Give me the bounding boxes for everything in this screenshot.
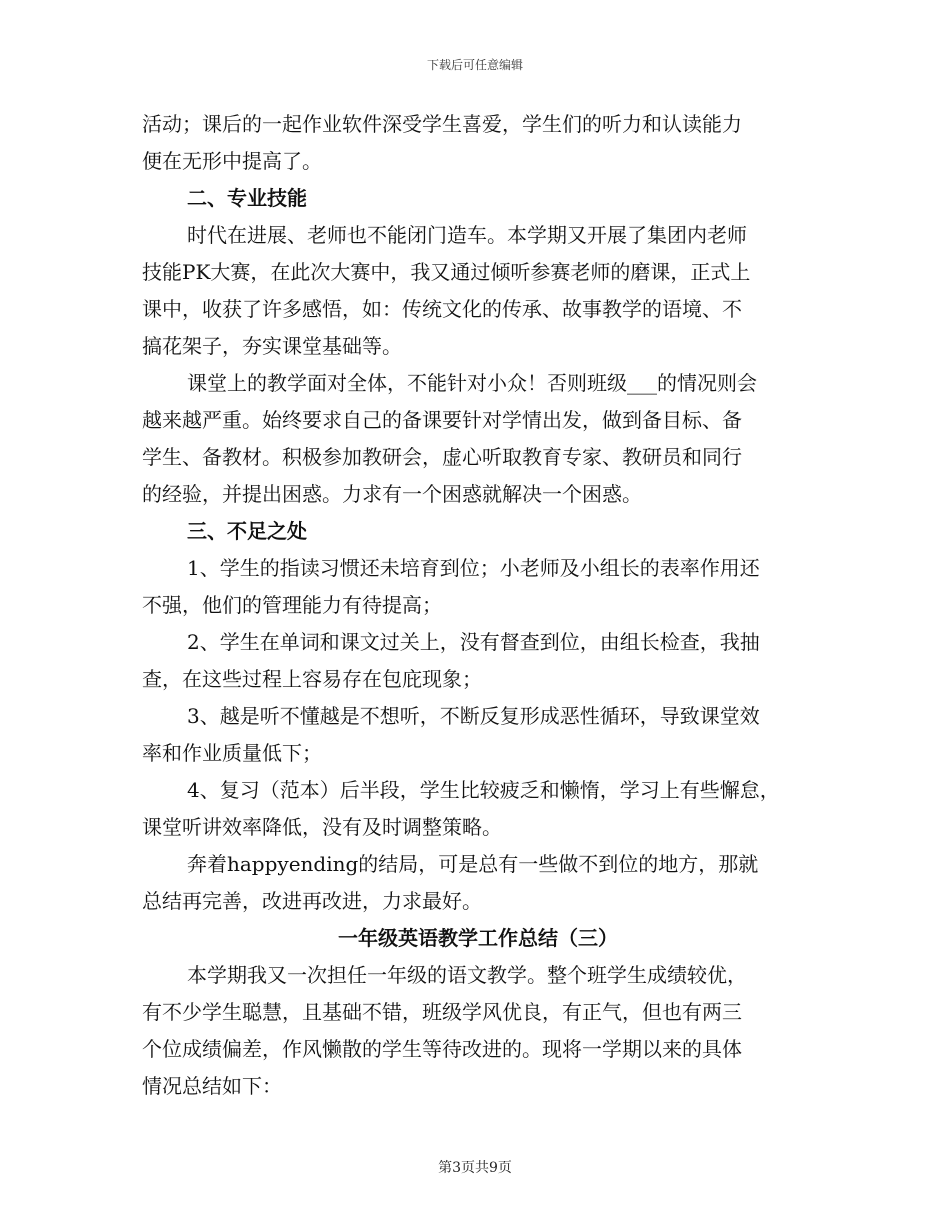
body-line: 学生、备教材。积极参加教研会，虚心听取教育专家、教研员和同行 xyxy=(142,445,742,469)
body-line: 课堂听讲效率降低，没有及时调整策略。 xyxy=(142,815,502,839)
header-note: 下载后可任意编辑 xyxy=(426,58,523,72)
paragraph-start-line: 课堂上的教学面对全体，不能针对小众！否则班级___的情况则会 xyxy=(187,371,757,395)
document-title: 一年级英语教学工作总结（三） xyxy=(338,926,618,950)
paragraph-start-line: 3、越是听不懂越是不想听，不断反复形成恶性循环，导致课堂效 xyxy=(187,704,760,728)
paragraph-start-line: 1、学生的指读习惯还未培育到位；小老师及小组长的表率作用还 xyxy=(187,556,760,580)
paragraph-start-line: 4、复习（范本）后半段，学生比较疲乏和懒惰，学习上有些懈怠， xyxy=(187,778,780,802)
body-line: 率和作业质量低下； xyxy=(142,741,322,765)
body-line: 技能PK大赛，在此次大赛中，我又通过倾听参赛老师的磨课，正式上 xyxy=(142,260,751,284)
body-line: 便在无形中提高了。 xyxy=(142,149,322,173)
paragraph-start-line: 时代在进展、老师也不能闭门造车。本学期又开展了集团内老师 xyxy=(187,223,747,247)
body-line: 个位成绩偏差，作风懒散的学生等待改进的。现将一学期以来的具体 xyxy=(142,1037,742,1061)
section-heading: 三、不足之处 xyxy=(187,519,307,543)
body-line: 总结再完善，改进再改进，力求最好。 xyxy=(142,889,482,913)
body-line: 不强，他们的管理能力有待提高； xyxy=(142,593,442,617)
body-line: 活动；课后的一起作业软件深受学生喜爱，学生们的听力和认读能力 xyxy=(142,112,742,136)
body-line: 查，在这些过程上容易存在包庇现象； xyxy=(142,667,482,691)
paragraph-start-line: 2、学生在单词和课文过关上，没有督查到位，由组长检查，我抽 xyxy=(187,630,760,654)
body-line: 的经验，并提出困惑。力求有一个困惑就解决一个困惑。 xyxy=(142,482,642,506)
document-body xyxy=(142,106,814,1105)
body-line: 搞花架子，夯实课堂基础等。 xyxy=(142,334,402,358)
section-heading: 二、专业技能 xyxy=(187,186,307,210)
page-number: 第3页共9页 xyxy=(438,1160,512,1176)
paragraph-start-line: 奔着happyending的结局，可是总有一些做不到位的地方，那就 xyxy=(187,852,759,876)
body-line: 课中，收获了许多感悟，如：传统文化的传承、故事教学的语境、不 xyxy=(142,297,742,321)
body-line: 有不少学生聪慧，且基础不错，班级学风优良，有正气，但也有两三 xyxy=(142,1000,742,1024)
paragraph-start-line: 本学期我又一次担任一年级的语文教学。整个班学生成绩较优， xyxy=(187,963,747,987)
body-line: 情况总结如下： xyxy=(142,1074,282,1098)
body-line: 越来越严重。始终要求自己的备课要针对学情出发，做到备目标、备 xyxy=(142,408,742,432)
